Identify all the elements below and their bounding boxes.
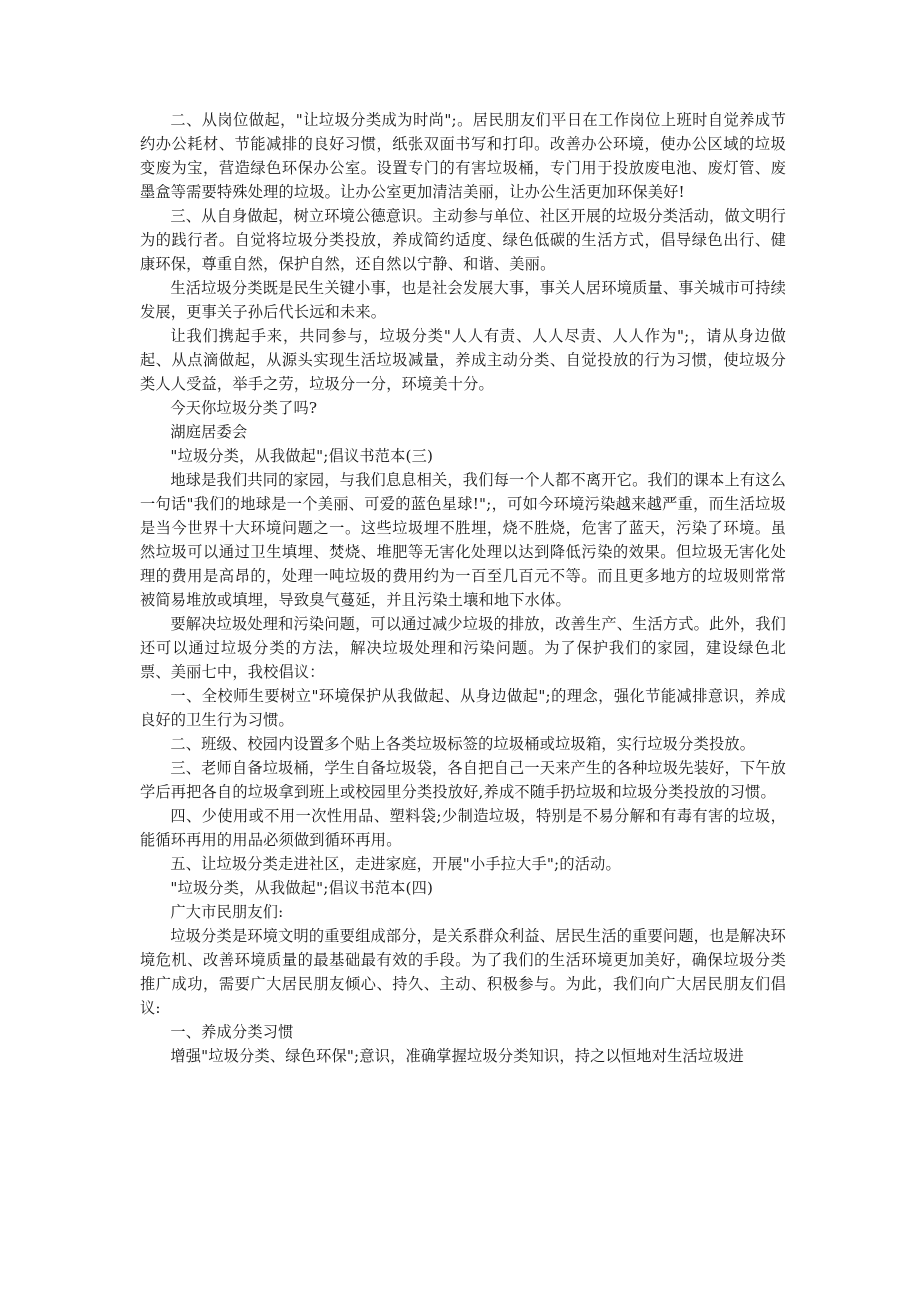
paragraph-awareness: 增强"垃圾分类、绿色环保";意识，准确掌握垃圾分类知识，持之以恒地对生活垃圾进: [170, 1047, 745, 1065]
paragraph-proposal-5: 五、让垃圾分类走进社区，走进家庭，开展"小手拉大手";的活动。: [170, 855, 621, 873]
paragraph-greeting: 广大市民朋友们:: [170, 903, 284, 921]
section-title-4: "垃圾分类，从我做起";倡议书范本(四): [170, 879, 434, 897]
paragraph-workplace: 二、从岗位做起，"让垃圾分类成为时尚";。居民朋友们平日在工作岗位上班时自觉养成节约办公耗材、节能减排的良好习惯，纸张双面书写和打印。改善办公环境，使办公区域的垃圾变废为宝，营造绿色环保办公室。设置专门的有害垃圾桶，专门用于投放废电池、废灯管、废墨盒等需要特殊处理的垃圾。让办公室更加清洁美丽，让办公生活更加环保美好!: [140, 111, 786, 201]
paragraph-proposal-1: 一、全校师生要树立"环境保护从我做起、从身边做起";的理念，强化节能减排意识，养成良好的卫生行为习惯。: [140, 687, 786, 729]
paragraph-question: 今天你垃圾分类了吗?: [170, 399, 318, 417]
paragraph-self: 三、从自身做起，树立环境公德意识。主动参与单位、社区开展的垃圾分类活动，做文明行为的践行者。自觉将垃圾分类投放，养成简约适度、绿色低碳的生活方式，倡导绿色出行、健康环保，尊重自然，保护自然，还自然以宁静、和谐、美丽。: [140, 207, 786, 273]
document-body: [140, 108, 786, 1068]
section-title-3: "垃圾分类，从我做起";倡议书范本(三): [170, 447, 434, 465]
paragraph-earth: 地球是我们共同的家园，与我们息息相关，我们每一个人都不离开它。我们的课本上有这么一句话"我们的地球是一个美丽、可爱的蓝色星球!";，可如今环境污染越来越严重，而生活垃圾是当今世界十大环境问题之一。这些垃圾埋不胜埋，烧不胜烧，危害了蓝天，污染了环境。虽然垃圾可以通过卫生填埋、焚烧、堆肥等无害化处理以达到降低污染的效果。但垃圾无害化处理的费用是高昂的，处理一吨垃圾的费用约为一百至几百元不等。而且更多地方的垃圾则常常被简易堆放或填埋，导致臭气蔓延，并且污染土壤和地下水体。: [140, 471, 786, 609]
paragraph-signature: 湖庭居委会: [170, 423, 248, 441]
paragraph-proposal-4: 四、少使用或不用一次性用品、塑料袋;少制造垃圾，特别是不易分解和有毒有害的垃圾，能循环再用的用品必须做到循环再用。: [140, 807, 786, 849]
paragraph-call-to-action: 让我们携起手来，共同参与，垃圾分类"人人有责、人人尽责、人人作为";，请从身边做起、从点滴做起，从源头实现生活垃圾减量，养成主动分类、自觉投放的行为习惯，使垃圾分类人人受益，举手之劳，垃圾分一分，环境美十分。: [140, 327, 786, 393]
paragraph-importance: 生活垃圾分类既是民生关键小事，也是社会发展大事，事关人居环境质量、事关城市可持续发展，更事关子孙后代长远和未来。: [140, 279, 786, 321]
paragraph-solution: 要解决垃圾处理和污染问题，可以通过减少垃圾的排放，改善生产、生活方式。此外，我们还可以通过垃圾分类的方法，解决垃圾处理和污染问题。为了保护我们的家园，建设绿色北票、美丽七中，我校倡议：: [140, 615, 786, 681]
paragraph-heading-habit: 一、养成分类习惯: [170, 1023, 294, 1041]
paragraph-proposal-3: 三、老师自备垃圾桶，学生自备垃圾袋，各自把自己一天来产生的各种垃圾先装好，下午放学后再把各自的垃圾拿到班上或校园里分类投放好,养成不随手扔垃圾和垃圾分类投放的习惯。: [140, 759, 786, 801]
paragraph-intro: 垃圾分类是环境文明的重要组成部分，是关系群众利益、居民生活的重要问题，也是解决环境危机、改善环境质量的最基础最有效的手段。为了我们的生活环境更加美好，确保垃圾分类推广成功，需要广大居民朋友倾心、持久、主动、积极参与。为此，我们向广大居民朋友们倡议:: [140, 927, 786, 1017]
paragraph-proposal-2: 二、班级、校园内设置多个贴上各类垃圾标签的垃圾桶或垃圾箱，实行垃圾分类投放。: [170, 735, 756, 753]
